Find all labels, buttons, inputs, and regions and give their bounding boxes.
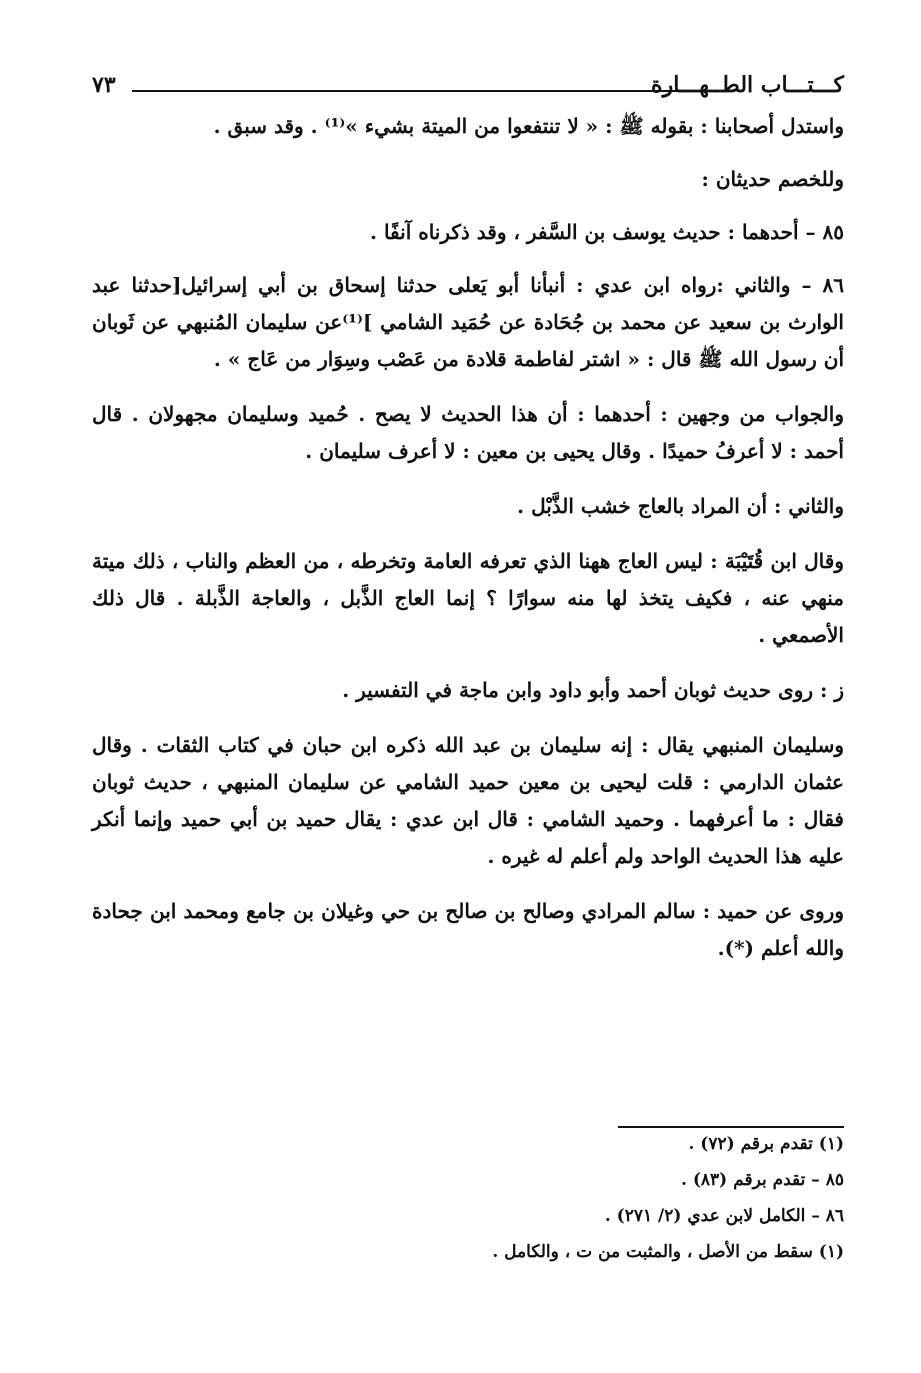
paragraph: والجواب من وجهين : أحدهما : أن هذا الحديث لا يصح . حُميد وسليمان مجهولان . قال أحمد : لا أعرفُ حميدًا . وقال يحيى بن معين : لا أعرف سليمان . bbox=[92, 402, 844, 463]
page-header bbox=[92, 70, 844, 100]
footnote: (١) تقدم برقم (٧٢) . bbox=[688, 1134, 844, 1154]
paragraph: وروى عن حميد : سالم المرادي وصالح بن صالح بن حي وغيلان بن جامع ومحمد ابن جحادة والله أعلم (*). bbox=[92, 899, 844, 960]
paragraph: وسليمان المنبهي يقال : إنه سليمان بن عبد الله ذكره ابن حبان في كتاب الثقات . وقال عثمان الدارمي : قلت ليحيى بن معين حميد الشامي عن سليمان المنبهي ، حديث ثوبان فقال : ما أعرفهما . وحميد الشامي : قال ابن عدي : يقال حميد بن أبي حميد وإنما أنكر عليه هذا الحديث الواحد ولم أعلم له غيره . bbox=[92, 733, 844, 868]
footnotes bbox=[92, 1126, 844, 1270]
footnote: ٨٦ – الكامل لابن عدي (٢/ ٢٧١) . bbox=[604, 1206, 844, 1226]
footnote: (١) سقط من الأصل ، والمثبت من ت ، والكامل . bbox=[492, 1242, 844, 1262]
paragraph: ٨٥ – أحدهما : حديث يوسف بن السَّفر ، وقد ذكرناه آنفًا . bbox=[370, 220, 844, 244]
header-rule bbox=[132, 90, 684, 92]
paragraph: ٨٦ – والثاني :رواه ابن عدي : أنبأنا أبو يَعلى حدثنا إسحاق بن أبي إسرائيل[حدثنا عبد الوارث بن سعيد عن محمد بن جُحَادة عن حُمَيد الشامي ]⁽¹⁾عن سليمان المُنبهي عن ثَوبان أن رسول الله ﷺ قال : « اشتر لفاطمة قلادة من عَصْب وسِوَار من عَاج » . bbox=[92, 273, 844, 371]
paragraph: والثاني : أن المراد بالعاج خشب الذَّبْل . bbox=[517, 494, 844, 518]
paragraph: وقال ابن قُتَيْبَة : ليس العاج ههنا الذي تعرفه العامة وتخرطه ، من العظم والناب ، ذلك ميتة منهي عنه ، فكيف يتخذ لها منه سوارًا ؟ إنما العاج الذَّبل ، والعاجة الذَّبلة . قال ذلك الأصمعي . bbox=[92, 549, 844, 647]
main-text bbox=[92, 108, 844, 967]
book-title: كـــتـــاب الطــهـــارة bbox=[651, 72, 844, 98]
footnote: ٨٥ – تقدم برقم (٨٣) . bbox=[681, 1170, 844, 1190]
paragraph: وللخصم حديثان : bbox=[701, 167, 844, 191]
paragraph: ز : روى حديث ثوبان أحمد وأبو داود وابن ماجة في التفسير . bbox=[342, 678, 844, 702]
page-number: ٧٣ bbox=[92, 72, 116, 98]
paragraph: واستدل أصحابنا : بقوله ﷺ : « لا تنتفعوا من الميتة بشيء »⁽¹⁾ . وقد سبق . bbox=[213, 114, 844, 138]
